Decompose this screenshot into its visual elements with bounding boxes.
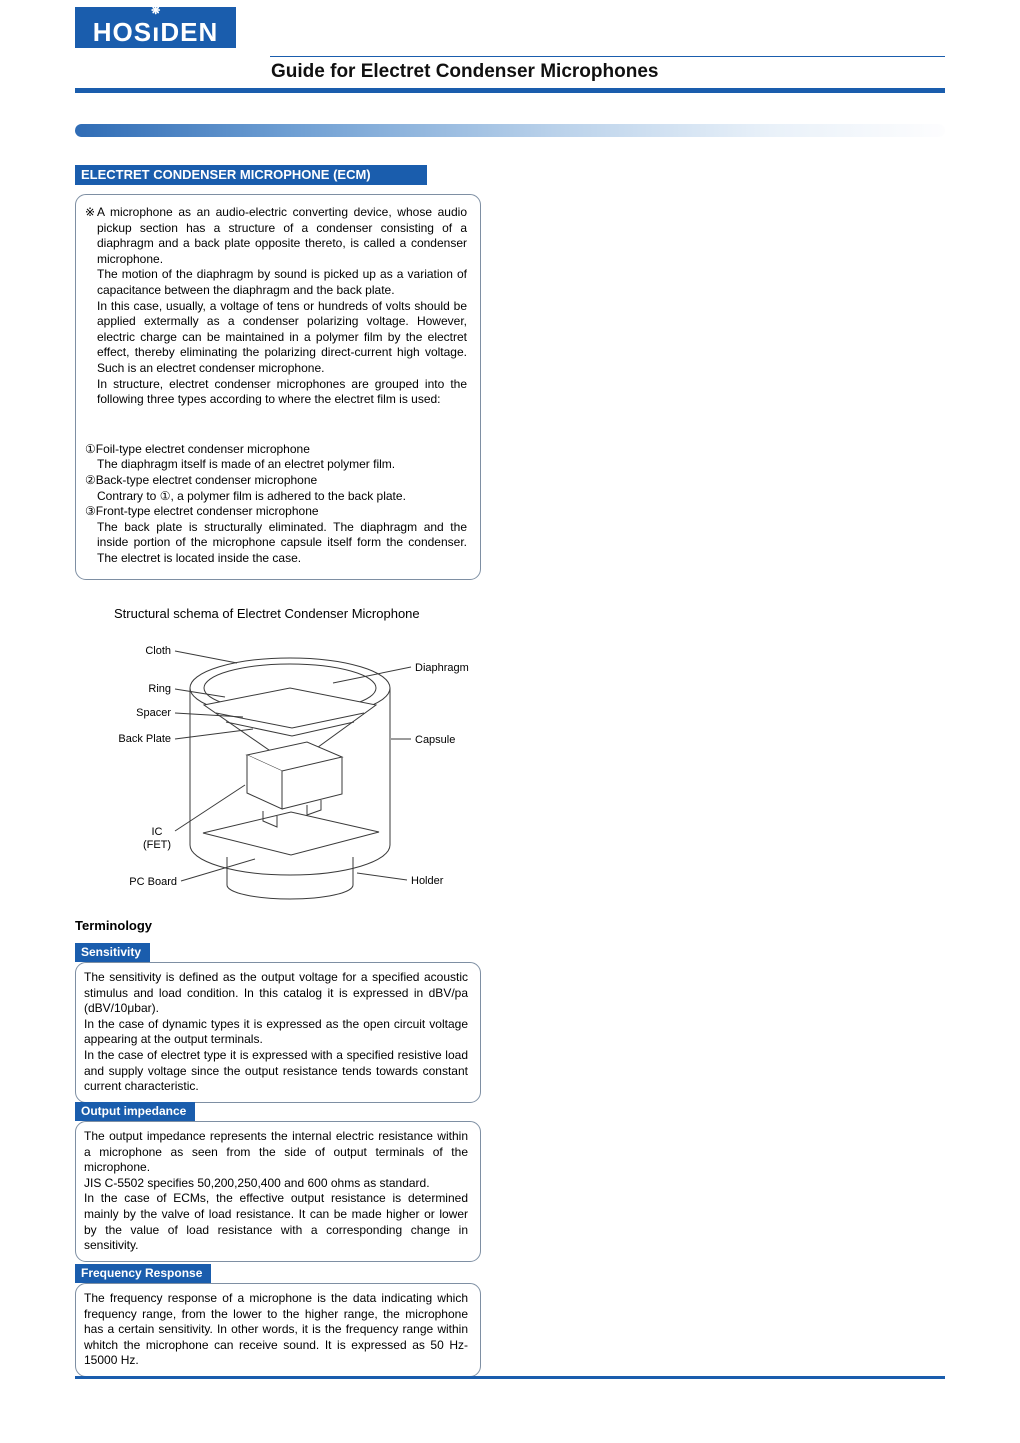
label-back-plate: Back Plate xyxy=(118,733,171,745)
paragraph: A microphone as an audio-electric converting device, whose audio pickup section has a structure of a condenser consisting of a diaphragm and a back plate opposite thereto, is called a condenser microphone. xyxy=(97,205,467,266)
title-rule-bottom xyxy=(75,88,945,93)
type-heading: ②Back-type electret condenser microphone xyxy=(85,472,318,487)
label-cloth: Cloth xyxy=(145,645,171,657)
paragraph: The motion of the diaphragm by sound is picked up as a variation of capacitance between the diaphragm and the back plate. xyxy=(97,267,467,297)
section-header-ecm: ELECTRET CONDENSER MICROPHONE (ECM) xyxy=(75,165,427,185)
label-ic: IC xyxy=(151,826,163,838)
diagram-caption: Structural schema of Electret Condenser Microphone xyxy=(114,606,420,621)
title-rule-top xyxy=(270,56,945,57)
type-heading: ③Front-type electret condenser microphone xyxy=(85,504,319,519)
label-spacer: Spacer xyxy=(136,707,171,719)
type-description: The diaphragm itself is made of an electret polymer film. xyxy=(97,457,396,472)
ecm-description-box xyxy=(75,194,481,580)
gradient-divider-bar xyxy=(75,124,945,137)
label-holder: Holder xyxy=(411,875,444,887)
logo-part: DEN xyxy=(160,17,219,47)
frequency-response-box xyxy=(75,1283,481,1377)
logo-text xyxy=(92,5,219,47)
paragraph: The output impedance represents the internal electric resistance within a microphone as seen from the side of output terminals of the microphone. xyxy=(84,1129,468,1175)
paragraph: In the case of ECMs, the effective output resistance is determined mainly by the valve of load resistance. It can be made higher or lower by the value of load resistance with a corresponding change in sensitivity. xyxy=(84,1191,468,1253)
label-diaphragm: Diaphragm xyxy=(415,662,469,674)
label-pc-board: PC Board xyxy=(129,876,177,888)
label-capsule: Capsule xyxy=(415,734,456,746)
ecm-types-list xyxy=(85,442,467,567)
logo-part: ı xyxy=(152,17,161,47)
type-heading: ①Foil-type electret condenser microphone xyxy=(85,441,310,456)
microphone-cutaway-diagram xyxy=(95,633,475,911)
paragraph: In the case of electret type it is expressed with a specified resistive load and supply voltage since the output resistance tends towards constant current characteristic. xyxy=(84,1047,468,1094)
hosiden-logo xyxy=(75,7,236,48)
paragraph: In structure, electret condenser microphones are grouped into the following three types according to where the electret film is used: xyxy=(97,376,467,407)
bottom-rule xyxy=(75,1376,945,1379)
paragraph: In this case, usually, a voltage of tens or hundreds of volts should be applied extermally as a condenser polarizing voltage. However, electric charge can be maintained in a polymer film by the electret effect, thereby eliminating the polarizing direct-current high voltage. Such is an electret condenser microphone. xyxy=(97,298,467,375)
microphone-cutaway-drawing xyxy=(190,658,390,899)
spacer xyxy=(85,408,467,442)
logo-part: HOS xyxy=(92,17,153,47)
type-description: Contrary to ①, a polymer film is adhered to the back plate. xyxy=(97,488,406,503)
paragraph: In the case of dynamic types it is expressed as the open circuit voltage appearing at the output terminals. xyxy=(84,1016,468,1047)
section-label-frequency-response: Frequency Response xyxy=(75,1264,211,1283)
terminology-heading: Terminology xyxy=(75,918,153,933)
paragraph: The frequency response of a microphone is the data indicating which frequency range, from the lower to the higher range, the microphone has a certain sensitivity. In other words, it is the frequency range within whitch the microphone can receive sound. It is expressed as 50 Hz-15000 Hz. xyxy=(84,1291,468,1368)
gear-icon: ❋ xyxy=(151,5,162,17)
paragraph: JIS C-5502 specifies 50,200,250,400 and 600 ohms as standard. xyxy=(84,1175,430,1190)
label-ring: Ring xyxy=(148,683,171,695)
section-label-output-impedance: Output impedance xyxy=(75,1102,195,1121)
label-fet: (FET) xyxy=(142,839,172,851)
reference-mark: ※ xyxy=(85,205,96,219)
type-description: The back plate is structurally eliminated. The diaphragm and the inside portion of the microphone capsule itself form the condenser. The electret is located inside the case. xyxy=(97,519,467,565)
sensitivity-box xyxy=(75,962,481,1103)
logo-stylized-i xyxy=(151,5,162,47)
section-label-sensitivity: Sensitivity xyxy=(75,943,150,962)
ecm-intro xyxy=(85,205,467,408)
paragraph: The sensitivity is defined as the output voltage for a specified acoustic stimulus and load condition. In this catalog it is expressed in dBV/pa (dBV/10μbar). xyxy=(84,970,468,1016)
output-impedance-box xyxy=(75,1121,481,1262)
page-title: Guide for Electret Condenser Microphones xyxy=(271,61,659,82)
